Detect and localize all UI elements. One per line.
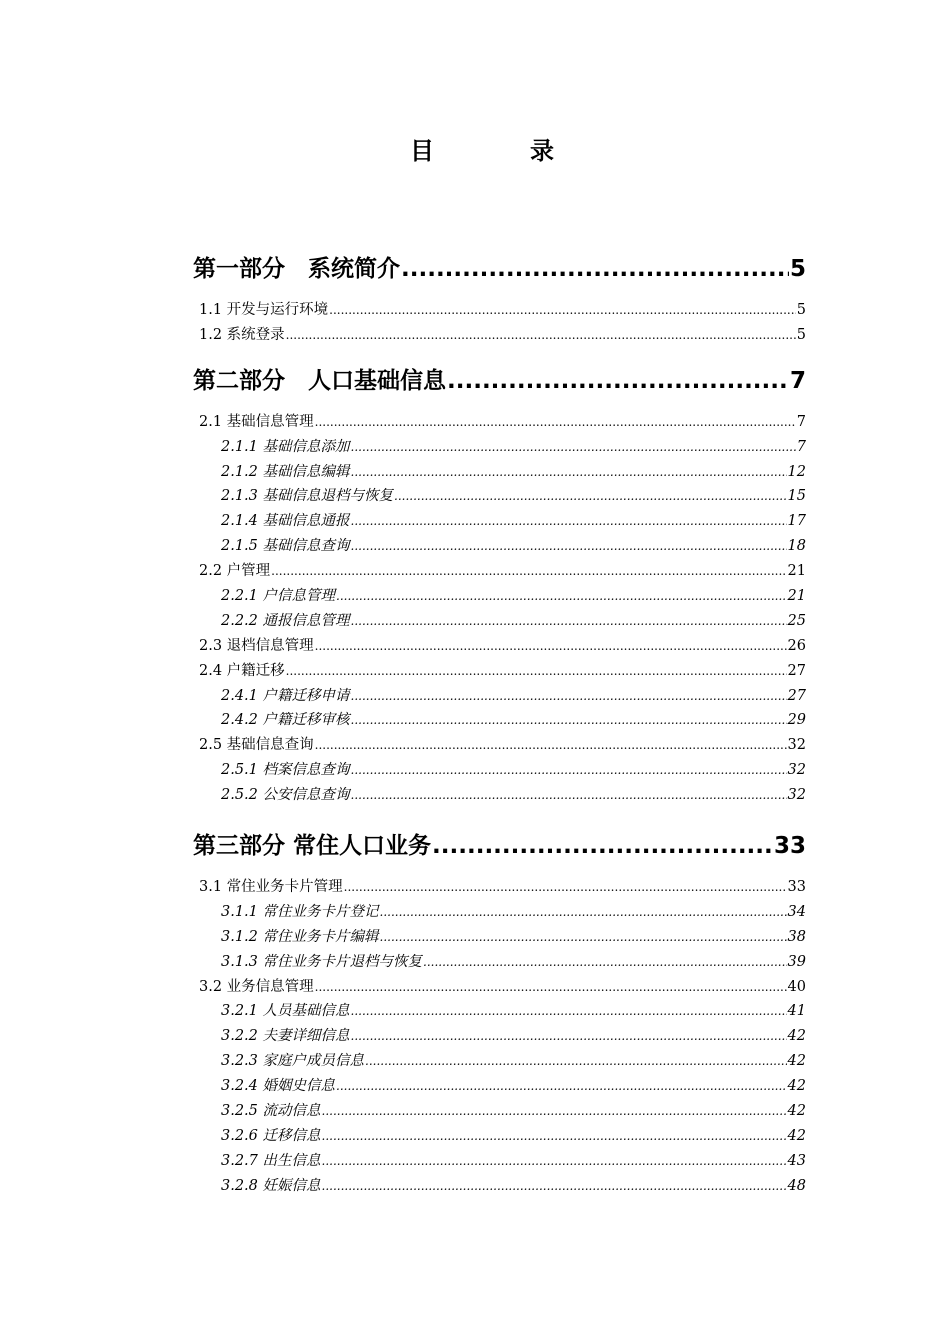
toc-entry-label: 第一部分 系统简介 <box>193 256 400 282</box>
toc-subsection-entry[interactable] <box>193 509 806 534</box>
toc-section-entry[interactable] <box>193 975 806 1000</box>
toc-leader-dots <box>351 509 787 534</box>
toc-leader-dots <box>351 684 787 709</box>
toc-page-number: 7 <box>796 438 806 455</box>
toc-leader-dots <box>336 584 787 609</box>
toc-page-number: 17 <box>787 513 806 530</box>
toc-page-number: 18 <box>787 538 806 555</box>
toc-entry-label: 2.1.5 基础信息查询 <box>221 538 350 555</box>
toc-page-number: 42 <box>787 1103 806 1120</box>
toc-leader-dots <box>329 298 796 323</box>
toc-page-number: 12 <box>787 463 806 480</box>
toc-leader-dots <box>380 925 787 950</box>
toc-subsection-entry[interactable] <box>193 1149 806 1174</box>
toc-page-number: 38 <box>787 928 806 945</box>
toc-leader-dots <box>365 1049 787 1074</box>
toc-page-number: 39 <box>787 953 806 970</box>
toc-part-heading[interactable] <box>193 252 806 286</box>
toc-page-number: 5 <box>796 302 806 318</box>
toc-subsection-entry[interactable] <box>193 484 806 509</box>
toc-section-entry[interactable] <box>193 410 806 435</box>
toc-leader-dots <box>351 534 787 559</box>
toc-entry-label: 3.2.4 婚姻史信息 <box>221 1078 336 1095</box>
toc-subsection-entry[interactable] <box>193 435 806 460</box>
toc-part-heading[interactable] <box>193 364 806 398</box>
toc-page-number: 7 <box>796 413 806 430</box>
toc-leader-dots <box>351 783 787 808</box>
toc-entry-label: 2.1.4 基础信息通报 <box>221 513 350 530</box>
toc-entry-label: 2.4.2 户籍迁移审核 <box>221 712 350 729</box>
toc-page-number: 27 <box>787 687 806 704</box>
toc-page-number: 32 <box>787 737 806 754</box>
toc-page-number: 40 <box>787 978 806 995</box>
toc-page-number: 15 <box>787 488 806 505</box>
toc-section-entry[interactable] <box>193 733 806 758</box>
toc-entry-label: 2.1 基础信息管理 <box>199 413 314 430</box>
toc-page-number: 32 <box>787 787 806 804</box>
toc-page-number: 26 <box>787 637 806 654</box>
toc-page-number: 42 <box>787 1078 806 1095</box>
toc-subsection-entry[interactable] <box>193 758 806 783</box>
toc-entry-label: 2.3 退档信息管理 <box>199 637 314 654</box>
toc-leader-dots <box>286 323 796 348</box>
toc-leader-dots <box>401 252 789 286</box>
toc-entry-label: 3.1.1 常住业务卡片登记 <box>221 903 379 920</box>
toc-entry-label: 2.1.2 基础信息编辑 <box>221 463 350 480</box>
toc-page-number: 43 <box>787 1152 806 1169</box>
toc-leader-dots <box>380 900 787 925</box>
toc-subsection-entry[interactable] <box>193 708 806 733</box>
toc-entry-label: 3.2.2 夫妻详细信息 <box>221 1028 350 1045</box>
toc-entry-label: 2.4.1 户籍迁移申请 <box>221 687 350 704</box>
toc-page-number: 21 <box>787 588 806 605</box>
toc-entry-label: 3.1 常住业务卡片管理 <box>199 879 343 896</box>
toc-page-number: 42 <box>787 1127 806 1144</box>
toc-entry-label: 2.2.2 通报信息管理 <box>221 612 350 629</box>
toc-subsection-entry[interactable] <box>193 900 806 925</box>
toc-page-number: 32 <box>787 762 806 779</box>
toc-subsection-entry[interactable] <box>193 534 806 559</box>
toc-entry-label: 1.1 开发与运行环境 <box>199 302 329 318</box>
toc-leader-dots <box>322 1174 787 1199</box>
toc-entry-label: 3.2.3 家庭户成员信息 <box>221 1053 365 1070</box>
toc-leader-dots <box>286 659 787 684</box>
toc-part-heading[interactable] <box>193 829 806 863</box>
toc-entry-label: 第二部分 人口基础信息 <box>193 367 446 394</box>
toc-leader-dots <box>351 758 787 783</box>
toc-leader-dots <box>315 410 796 435</box>
toc-page-number: 5 <box>789 256 806 282</box>
toc-page-number: 42 <box>787 1028 806 1045</box>
toc-entry-label: 2.1.3 基础信息退档与恢复 <box>221 488 394 505</box>
toc-page-number: 33 <box>787 879 806 896</box>
toc-leader-dots <box>351 460 787 485</box>
toc-subsection-entry[interactable] <box>193 1099 806 1124</box>
toc-subsection-entry[interactable] <box>193 925 806 950</box>
toc-entry-label: 1.2 系统登录 <box>199 326 285 343</box>
toc-page-number: 41 <box>787 1003 806 1020</box>
toc-title: 目 录 <box>410 136 590 165</box>
toc-entry-label: 3.2.6 迁移信息 <box>221 1127 321 1144</box>
toc-section-entry[interactable] <box>193 634 806 659</box>
toc-subsection-entry[interactable] <box>193 1174 806 1199</box>
toc-entry-label: 3.1.3 常住业务卡片退档与恢复 <box>221 953 423 970</box>
toc-page-number: 5 <box>796 326 806 343</box>
toc-entry-label: 3.2.7 出生信息 <box>221 1152 321 1169</box>
toc-entry-label: 3.2 业务信息管理 <box>199 978 314 995</box>
toc-page-number: 21 <box>787 563 806 580</box>
toc-leader-dots <box>315 733 787 758</box>
toc-leader-dots <box>351 708 787 733</box>
toc-leader-dots <box>447 364 789 398</box>
toc-leader-dots <box>394 484 787 509</box>
toc-page-number: 29 <box>787 712 806 729</box>
toc-subsection-entry[interactable] <box>193 999 806 1024</box>
toc-page-number: 34 <box>787 903 806 920</box>
toc-subsection-entry[interactable] <box>193 950 806 975</box>
toc-entry-label: 3.2.1 人员基础信息 <box>221 1003 350 1020</box>
toc-leader-dots <box>432 829 773 863</box>
toc-page-number: 25 <box>787 612 806 629</box>
toc-leader-dots <box>351 999 787 1024</box>
toc-section-entry[interactable] <box>193 298 806 323</box>
toc-leader-dots <box>315 634 787 659</box>
toc-leader-dots <box>423 950 787 975</box>
toc-leader-dots <box>322 1099 787 1124</box>
toc-page-number: 27 <box>787 662 806 679</box>
toc-leader-dots <box>336 1074 787 1099</box>
toc-leader-dots <box>351 1024 787 1049</box>
toc-subsection-entry[interactable] <box>193 1049 806 1074</box>
toc-subsection-entry[interactable] <box>193 1074 806 1099</box>
toc-leader-dots <box>344 875 787 900</box>
toc-section-entry[interactable] <box>193 559 806 584</box>
toc-section-entry[interactable] <box>193 875 806 900</box>
toc-leader-dots <box>322 1149 787 1174</box>
toc-entry-label: 2.5.2 公安信息查询 <box>221 787 350 804</box>
toc-entry-label: 3.2.5 流动信息 <box>221 1103 321 1120</box>
toc-entry-label: 3.2.8 妊娠信息 <box>221 1177 321 1194</box>
toc-entry-label: 2.4 户籍迁移 <box>199 662 285 679</box>
toc-entry-label: 2.5.1 档案信息查询 <box>221 762 350 779</box>
toc-entry-label: 2.2.1 户信息管理 <box>221 588 336 605</box>
table-of-contents <box>193 252 806 1199</box>
toc-leader-dots <box>322 1124 787 1149</box>
toc-leader-dots <box>351 609 787 634</box>
toc-subsection-entry[interactable] <box>193 584 806 609</box>
toc-subsection-entry[interactable] <box>193 460 806 485</box>
toc-leader-dots <box>351 435 796 460</box>
toc-entry-label: 2.5 基础信息查询 <box>199 737 314 754</box>
toc-entry-label: 2.2 户管理 <box>199 563 271 580</box>
toc-page-number: 33 <box>773 833 806 860</box>
toc-subsection-entry[interactable] <box>193 1124 806 1149</box>
toc-page-number: 42 <box>787 1053 806 1070</box>
toc-page-number: 7 <box>789 367 806 394</box>
toc-entry-label: 第三部分 常住人口业务 <box>193 833 432 860</box>
toc-page-number: 48 <box>787 1177 806 1194</box>
toc-subsection-entry[interactable] <box>193 1024 806 1049</box>
toc-entry-label: 3.1.2 常住业务卡片编辑 <box>221 928 379 945</box>
toc-section-entry[interactable] <box>193 323 806 348</box>
toc-subsection-entry[interactable] <box>193 609 806 634</box>
toc-section-entry[interactable] <box>193 659 806 684</box>
toc-leader-dots <box>271 559 786 584</box>
toc-entry-label: 2.1.1 基础信息添加 <box>221 438 350 455</box>
toc-subsection-entry[interactable] <box>193 783 806 808</box>
toc-subsection-entry[interactable] <box>193 684 806 709</box>
toc-leader-dots <box>315 975 787 1000</box>
